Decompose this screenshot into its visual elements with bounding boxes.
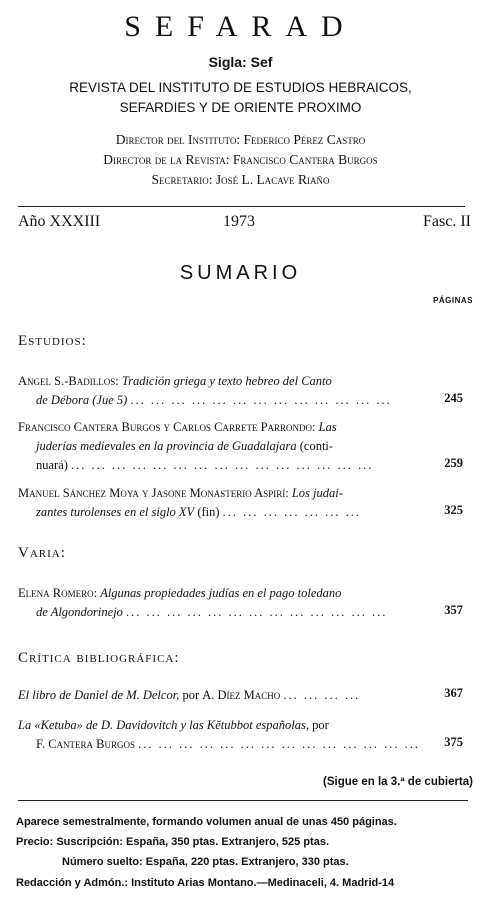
director-instituto: Director del Instituto: Federico Pérez Castro <box>115 132 366 147</box>
revista-line-2: SEFARDIES Y DE ORIENTE PROXIMO <box>119 100 362 115</box>
revista-line-1: REVISTA DEL INSTITUTO DE ESTUDIOS HEBRAICOS, <box>69 80 412 95</box>
leader-dots: ... ... ... ... ... ... ... ... ... ... ... ... ... ... <box>138 737 421 751</box>
continued-note: (Sigue en la 3.ª de cubierta) <box>323 776 473 788</box>
toc-entry <box>18 372 446 410</box>
section-estudios: Estudios: <box>18 333 87 349</box>
entry-page-number: 357 <box>444 603 463 617</box>
top-divider <box>18 206 465 207</box>
issue-year: 1973 <box>223 213 255 230</box>
paginas-label: PÁGINAS <box>433 296 473 305</box>
leader-dots: ... ... ... ... ... ... ... ... ... ... ... ... ... ... ... <box>71 458 374 472</box>
entry-title-rest: (conti- <box>299 439 334 453</box>
entry-page-number: 259 <box>444 456 463 470</box>
toc-entry <box>18 584 446 622</box>
journal-title: SEFARAD <box>124 10 357 43</box>
entry-author: Angel S.-Badillos: <box>18 374 119 388</box>
entry-title: Las <box>318 420 337 434</box>
entry-author: A. Díez Macho <box>202 688 281 702</box>
footer-publication: Aparece semestralmente, formando volumen anual de unas 450 páginas. <box>16 816 397 828</box>
staff-list <box>0 130 481 190</box>
section-critica: Crítica bibliográfica: <box>18 650 180 666</box>
director-revista: Director de la Revista: Francisco Cantera Burgos <box>103 152 378 167</box>
leader-dots: ... ... ... ... <box>283 688 361 702</box>
footer-single-issue: Número suelto: España, 220 ptas. Extranjero, 330 ptas. <box>62 856 349 868</box>
issue-year-label: Año XXXIII <box>18 213 101 230</box>
entry-page-number: 245 <box>444 391 463 405</box>
entry-title: La «Ketuba» de D. Davidovitch y las Kĕtubbot españolas, <box>18 718 309 732</box>
entry-title-cont: de Algondorinejo <box>36 605 123 619</box>
entry-page-number: 325 <box>444 503 463 517</box>
toc-entry <box>18 484 446 522</box>
revista-subtitle <box>0 78 481 118</box>
entry-author: Francisco Cantera Burgos y Carlos Carrete Parrondo: <box>18 420 316 434</box>
entry-by: por <box>312 718 329 732</box>
entry-author: Manuel Sánchez Moya y Jasone Monasterio Aspirí: <box>18 486 289 500</box>
entry-title-cont: de Débora (Jue 5) <box>36 393 128 407</box>
entry-page-number: 375 <box>444 735 463 749</box>
sumario-heading: SUMARIO <box>179 262 302 284</box>
entry-by: por <box>182 688 200 702</box>
sigla: Sigla: Sef <box>208 54 273 70</box>
toc-entry <box>18 418 446 475</box>
footer-price: Precio: Suscripción: España, 350 ptas. Extranjero, 525 ptas. <box>16 836 330 848</box>
section-varia: Varia: <box>18 545 66 561</box>
leader-dots: ... ... ... ... ... ... ... ... ... ... ... ... ... <box>126 605 388 619</box>
entry-title: Algunas propiedades judías en el pago toledano <box>100 586 342 600</box>
entry-title: Tradición griega y texto hebreo del Canto <box>121 374 332 388</box>
leader-dots: ... ... ... ... ... ... ... <box>222 505 362 519</box>
entry-title-rest: (fin) <box>197 505 220 519</box>
toc-entry <box>18 686 446 705</box>
issue-fasc: Fasc. II <box>423 213 471 230</box>
bottom-divider <box>18 800 468 801</box>
secretario: Secretario: José L. Lacave Riaño <box>151 172 330 187</box>
entry-title-cont: zantes turolenses en el siglo XV <box>36 505 195 519</box>
entry-title-cont: juderías medievales en la provincia de Guadalajara <box>36 439 297 453</box>
entry-title: Los judai- <box>291 486 343 500</box>
footer-address: Redacción y Admón.: Instituto Arias Montano.—Medinaceli, 4. Madrid-14 <box>16 877 395 889</box>
entry-title-end: nuará) <box>36 458 68 472</box>
entry-title: El libro de Daniel de M. Delcor, <box>18 688 180 702</box>
entry-author: F. Cantera Burgos <box>36 737 136 751</box>
leader-dots: ... ... ... ... ... ... ... ... ... ... ... ... ... <box>130 393 392 407</box>
toc-entry <box>18 716 446 754</box>
entry-page-number: 367 <box>444 686 463 700</box>
entry-author: Elena Romero: <box>18 586 98 600</box>
